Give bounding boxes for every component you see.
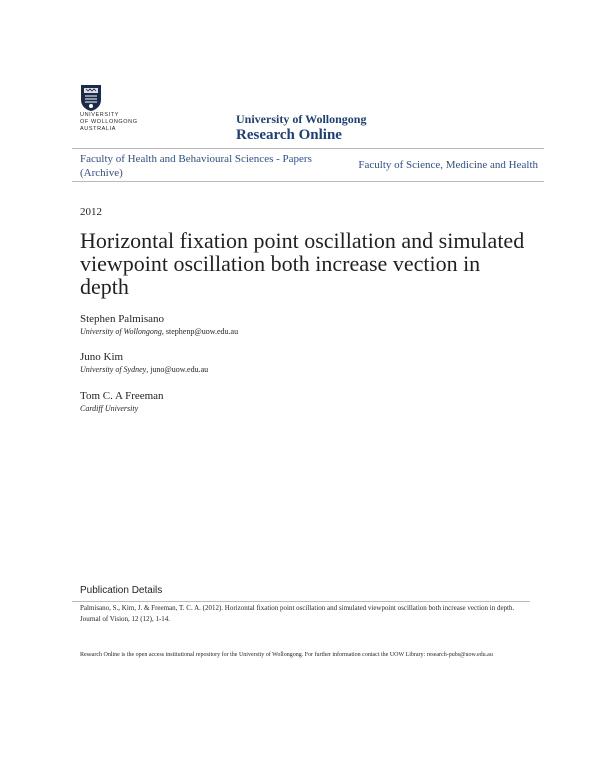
publication-year: 2012 — [80, 206, 102, 218]
university-shield-icon — [80, 84, 102, 112]
affiliation-name: University of Wollongong — [80, 327, 162, 336]
author-affiliation — [80, 403, 520, 414]
author-email[interactable]: stephenp@uow.edu.au — [165, 327, 239, 336]
author-email[interactable]: juno@uow.edu.au — [150, 365, 209, 374]
publication-details-text: Palmisano, S., Kim, J. & Freeman, T. C. A. (2012). Horizontal fixation point oscillation and simulated viewpoint oscillation both increase vection in depth. Journal of Vision, 12 (12), 1-14. — [80, 604, 515, 623]
author-name: Stephen Palmisano — [80, 313, 165, 325]
affiliation-name: Cardiff University — [80, 404, 139, 413]
author-name: Tom C. A Freeman — [80, 390, 164, 402]
author-affiliation: University of Wollongong, stephenp@uow.edu.au — [80, 327, 239, 336]
author-block — [80, 389, 520, 414]
repository-university[interactable]: University of Wollongong — [236, 112, 367, 126]
repository-name[interactable]: Research Online — [236, 127, 342, 143]
paper-title: Horizontal fixation point oscillation and simulated viewpoint oscillation both increase vection in depth — [80, 228, 525, 299]
repository-footer-note: Research Online is the open access institutional repository for the University of Wollongong. For further information contact the UOW Library: research-pubs@uow.edu.au — [80, 652, 493, 658]
logo-line: OF WOLLONGONG — [80, 119, 138, 125]
publication-details-section — [72, 584, 530, 602]
logo-line: AUSTRALIA — [80, 126, 116, 132]
university-logo — [80, 84, 150, 136]
logo-wordmark — [80, 112, 138, 133]
publication-details-heading: Publication Details — [80, 585, 163, 596]
collection-link-science[interactable]: Faculty of Science, Medicine and Health — [358, 159, 538, 171]
logo-line: UNIVERSITY — [80, 112, 120, 118]
author-block — [80, 312, 520, 337]
collection-link-health[interactable]: Faculty of Health and Behavioural Sciences - Papers (Archive) — [80, 153, 312, 179]
collections-bar — [72, 148, 544, 182]
author-affiliation: University of Sydney, juno@uow.edu.au — [80, 365, 209, 374]
author-name: Juno Kim — [80, 351, 124, 363]
affiliation-name: University of Sydney — [80, 365, 147, 374]
author-block — [80, 350, 520, 375]
repository-header[interactable] — [236, 112, 366, 144]
